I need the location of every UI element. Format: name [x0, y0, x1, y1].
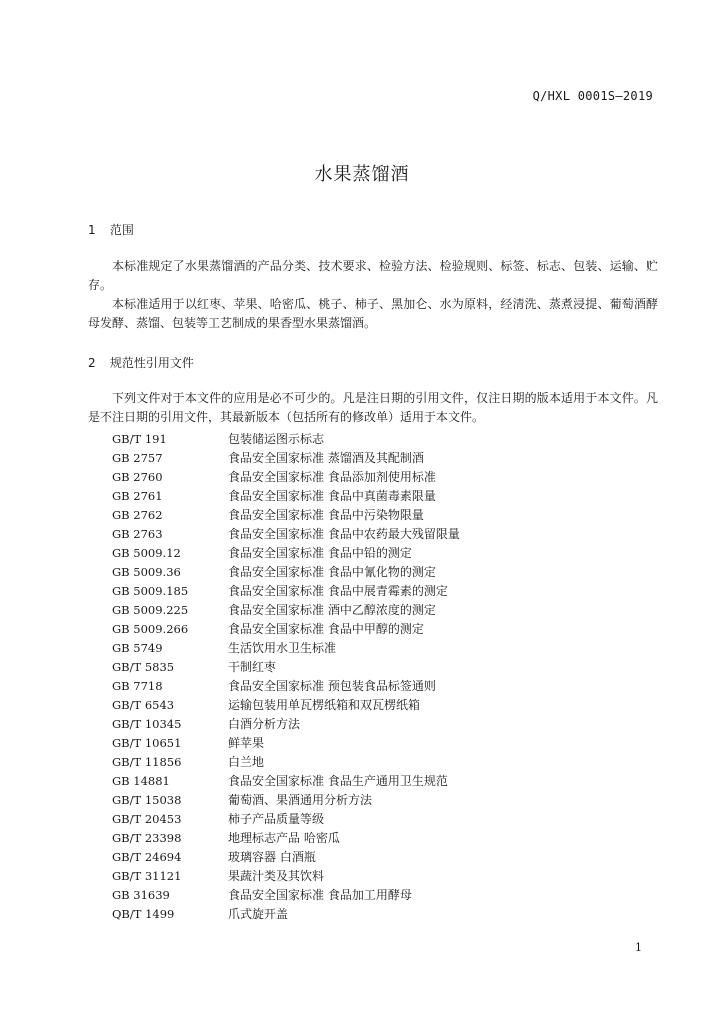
reference-code: GB 5009.185 — [112, 584, 189, 598]
section-1-title: 范围 — [109, 223, 134, 237]
reference-row — [112, 696, 460, 715]
document-title: 水果蒸馏酒 — [314, 164, 410, 185]
reference-row — [112, 810, 460, 829]
reference-row — [112, 449, 460, 468]
section-2-heading — [88, 354, 194, 371]
section-2-number: 2 — [88, 356, 96, 370]
reference-title: 生活饮用水卫生标准 — [228, 641, 337, 655]
section-1-paragraph-2: 本标准适用于以红枣、苹果、哈密瓜、桃子、柿子、黑加仑、水为原料，经清洗、蒸煮浸提、葡萄酒酵母发酵、蒸馏、包装等工艺制成的果香型水果蒸馏酒。 — [88, 297, 658, 330]
reference-title: 地理标志产品 哈密瓜 — [228, 831, 340, 845]
reference-title: 食品安全国家标准 食品中真菌毒素限量 — [228, 489, 436, 503]
reference-row — [112, 867, 460, 886]
reference-code: GB 2761 — [112, 489, 163, 503]
reference-row — [112, 905, 460, 924]
section-1-number: 1 — [88, 223, 96, 237]
reference-code: GB/T 31121 — [112, 869, 182, 883]
reference-title: 玻璃容器 白酒瓶 — [228, 850, 316, 864]
reference-title: 食品安全国家标准 食品中甲醇的测定 — [228, 622, 424, 636]
reference-row — [112, 677, 460, 696]
reference-code: GB/T 15038 — [112, 793, 182, 807]
reference-title: 食品安全国家标准 食品中展青霉素的测定 — [228, 584, 448, 598]
reference-row — [112, 639, 460, 658]
reference-row — [112, 430, 460, 449]
reference-title: 包装储运图示标志 — [228, 432, 325, 446]
reference-title: 食品安全国家标准 食品中污染物限量 — [228, 508, 424, 522]
section-1-heading — [88, 221, 134, 238]
reference-list — [112, 430, 460, 924]
reference-code: GB/T 23398 — [112, 831, 182, 845]
reference-row — [112, 886, 460, 905]
reference-row — [112, 829, 460, 848]
reference-title: 柿子产品质量等级 — [228, 812, 325, 826]
reference-code: GB 5009.266 — [112, 622, 189, 636]
reference-code: GB 14881 — [112, 774, 170, 788]
reference-code: GB/T 10345 — [112, 717, 182, 731]
reference-code: GB/T 6543 — [112, 698, 175, 712]
reference-title: 食品安全国家标准 食品中氰化物的测定 — [228, 565, 436, 579]
reference-row — [112, 563, 460, 582]
reference-code: QB/T 1499 — [112, 907, 175, 921]
reference-row — [112, 848, 460, 867]
reference-code: GB 2757 — [112, 451, 163, 465]
reference-title: 运输包装用单瓦楞纸箱和双瓦楞纸箱 — [228, 698, 421, 712]
section-2-title: 规范性引用文件 — [109, 356, 194, 370]
reference-row — [112, 506, 460, 525]
reference-code: GB 2762 — [112, 508, 163, 522]
reference-row — [112, 715, 460, 734]
reference-code: GB 7718 — [112, 679, 163, 693]
reference-row — [112, 525, 460, 544]
reference-title: 鲜苹果 — [228, 736, 265, 750]
reference-title: 食品安全国家标准 食品添加剂使用标准 — [228, 470, 436, 484]
section-1-paragraph-1: 本标准规定了水果蒸馏酒的产品分类、技术要求、检验方法、检验规则、标签、标志、包装、运输、贮存。 — [88, 259, 658, 292]
reference-row — [112, 734, 460, 753]
reference-row — [112, 791, 460, 810]
reference-code: GB/T 20453 — [112, 812, 182, 826]
reference-code: GB 5749 — [112, 641, 163, 655]
reference-row — [112, 544, 460, 563]
reference-code: GB/T 191 — [112, 432, 167, 446]
reference-title: 食品安全国家标准 食品中铅的测定 — [228, 546, 412, 560]
reference-code: GB 2760 — [112, 470, 163, 484]
reference-title: 食品安全国家标准 食品加工用酵母 — [228, 888, 412, 902]
reference-row — [112, 772, 460, 791]
reference-code: GB/T 11856 — [112, 755, 182, 769]
reference-code: GB/T 24694 — [112, 850, 182, 864]
reference-row — [112, 601, 460, 620]
reference-row — [112, 468, 460, 487]
reference-row — [112, 487, 460, 506]
reference-code: GB 5009.36 — [112, 565, 181, 579]
reference-title: 食品安全国家标准 食品生产通用卫生规范 — [228, 774, 448, 788]
reference-title: 食品安全国家标准 酒中乙醇浓度的测定 — [228, 603, 436, 617]
reference-row — [112, 753, 460, 772]
reference-code: GB 5009.12 — [112, 546, 181, 560]
reference-code: GB 31639 — [112, 888, 170, 902]
reference-title: 干制红枣 — [228, 660, 277, 674]
reference-code: GB/T 5835 — [112, 660, 175, 674]
section-2-intro: 下列文件对于本文件的应用是必不可少的。凡是注日期的引用文件，仅注日期的版本适用于本文件。凡是不注日期的引用文件，其最新版本（包括所有的修改单）适用于本文件。 — [88, 391, 658, 424]
reference-title: 食品安全国家标准 预包装食品标签通则 — [228, 679, 436, 693]
reference-row — [112, 658, 460, 677]
reference-title: 果蔬汁类及其饮料 — [228, 869, 325, 883]
reference-title: 食品安全国家标准 蒸馏酒及其配制酒 — [228, 451, 424, 465]
reference-title: 白酒分析方法 — [228, 717, 301, 731]
reference-title: 白兰地 — [228, 755, 265, 769]
reference-code: GB/T 10651 — [112, 736, 182, 750]
reference-title: 食品安全国家标准 食品中农药最大残留限量 — [228, 527, 460, 541]
document-code: Q/HXL 0001S—2019 — [532, 89, 653, 103]
reference-row — [112, 582, 460, 601]
reference-title: 爪式旋开盖 — [228, 907, 289, 921]
reference-code: GB 2763 — [112, 527, 163, 541]
reference-row — [112, 620, 460, 639]
page-number: 1 — [635, 941, 642, 954]
reference-title: 葡萄酒、果酒通用分析方法 — [228, 793, 373, 807]
reference-code: GB 5009.225 — [112, 603, 189, 617]
